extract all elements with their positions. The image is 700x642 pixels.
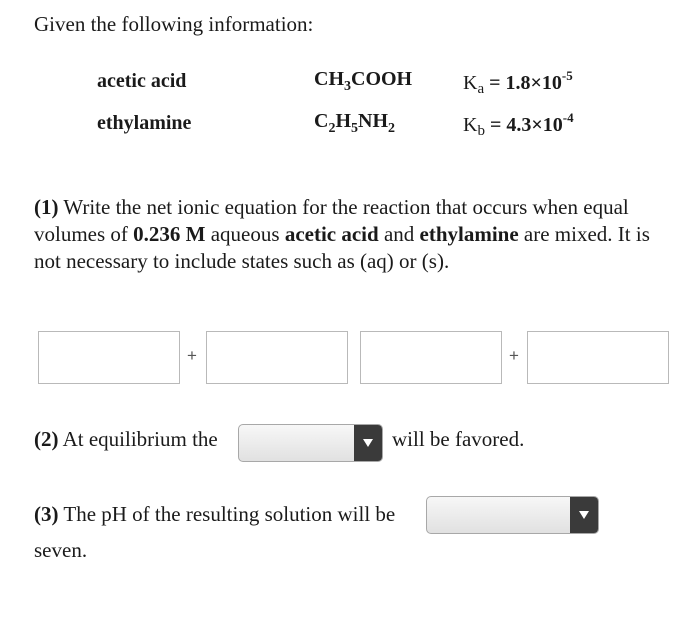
formula-ethylamine: $C_2H_5NH_2$	[314, 110, 396, 136]
question-2-suffix: will be favored.	[392, 427, 525, 451]
formula-acetic-acid: $CH_3COOH$	[314, 68, 413, 94]
ka-value: $K_a = 1.8\times 10^{-5}$	[463, 68, 573, 97]
product-1-input[interactable]	[360, 331, 502, 384]
question-3-text: (3) The pH of the resulting solution will be	[34, 502, 396, 526]
compound-name-acetic-acid: acetic acid	[97, 70, 187, 92]
intro-text: Given the following information:	[34, 12, 314, 36]
reactant-2-input[interactable]	[206, 331, 348, 384]
dropdown-arrow-icon[interactable]	[570, 497, 598, 533]
kb-value: $K_b = 4.3\times 10^{-4}$	[463, 110, 574, 139]
question-2-text: (2) At equilibrium the	[34, 427, 218, 451]
question-1-text: (1) Write the net ionic equation for the reaction that occurs when equal volumes of 0.236 M aqueous acetic acid and ethylamine are mixed. It is not necessary to include states such as (aq) or (s).	[34, 195, 650, 273]
dropdown-arrow-icon[interactable]	[354, 425, 382, 461]
reactant-1-input[interactable]	[38, 331, 180, 384]
ph-comparison-dropdown[interactable]	[426, 496, 599, 534]
question-3-suffix: seven.	[34, 538, 88, 562]
compound-name-ethylamine: ethylamine	[97, 112, 192, 134]
equilibrium-side-dropdown[interactable]	[238, 424, 383, 462]
product-2-input[interactable]	[527, 331, 669, 384]
plus-sign-reactants: +	[187, 346, 197, 365]
plus-sign-products: +	[509, 346, 519, 365]
